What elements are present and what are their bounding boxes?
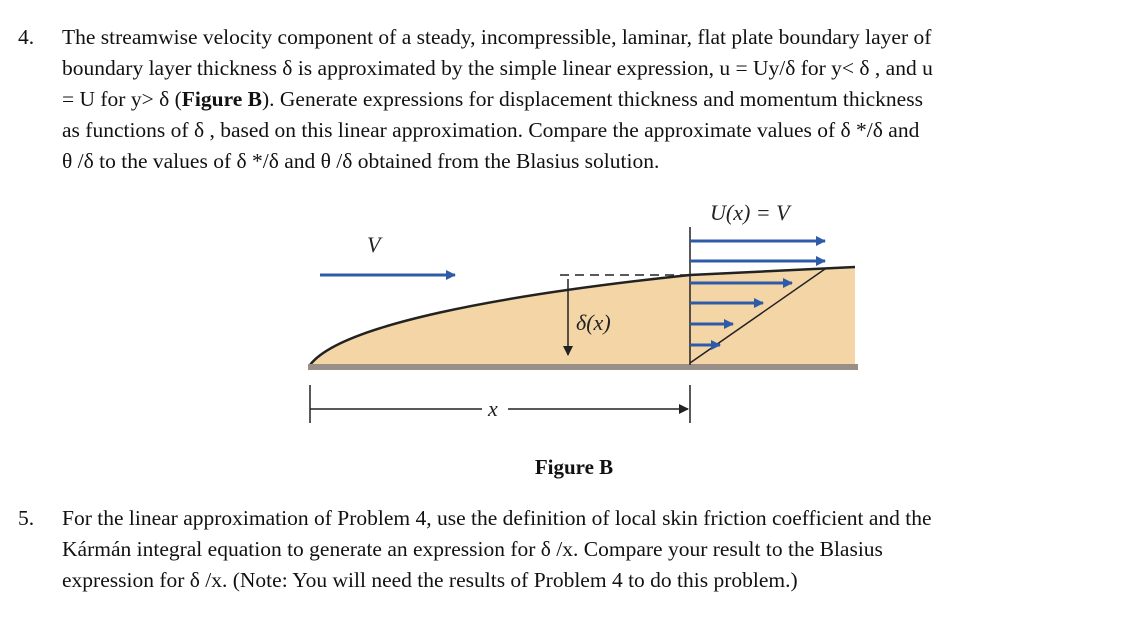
flat-plate: [308, 364, 858, 370]
problem-5-text: [62, 503, 1113, 596]
problem-4-line-1: The streamwise velocity component of a steady, incompressible, laminar, flat plate boundary layer of: [62, 25, 932, 49]
figure-b: [300, 195, 860, 435]
problem-5-line-1: For the linear approximation of Problem 4, use the definition of local skin friction coefficient and the: [62, 506, 932, 530]
figure-caption: Figure B: [534, 455, 614, 479]
label-ux: U(x) = V: [710, 200, 790, 225]
problem-4: [18, 22, 1113, 177]
problem-4-line-3c: ). Generate expressions for displacement thickness and momentum thickness: [262, 87, 923, 111]
problem-5: [18, 503, 1113, 596]
problem-4-line-5: θ /δ to the values of δ */δ and θ /δ obtained from the Blasius solution.: [62, 149, 660, 173]
problem-4-number: 4.: [18, 25, 35, 49]
problem-4-text: [62, 22, 1113, 177]
problem-5-line-2: Kármán integral equation to generate an expression for δ /x. Compare your result to the Blasius: [62, 537, 883, 561]
problem-5-number: 5.: [18, 506, 35, 530]
problem-4-line-2: boundary layer thickness δ is approximated by the simple linear expression, u = Uy/δ for y< δ , and u: [62, 56, 933, 80]
problem-5-line-3: expression for δ /x. (Note: You will need the results of Problem 4 to do this problem.): [62, 568, 798, 592]
label-v: V: [367, 232, 381, 257]
problem-4-line-3a: = U for y> δ (: [62, 87, 182, 111]
boundary-layer-diagram: [300, 195, 860, 435]
label-delta: δ(x): [576, 310, 611, 335]
problem-4-line-3: [62, 84, 1113, 115]
figure-reference: Figure B: [181, 87, 262, 111]
label-x: x: [488, 396, 498, 421]
problem-4-line-4: as functions of δ , based on this linear approximation. Compare the approximate values of δ */δ and: [62, 118, 920, 142]
